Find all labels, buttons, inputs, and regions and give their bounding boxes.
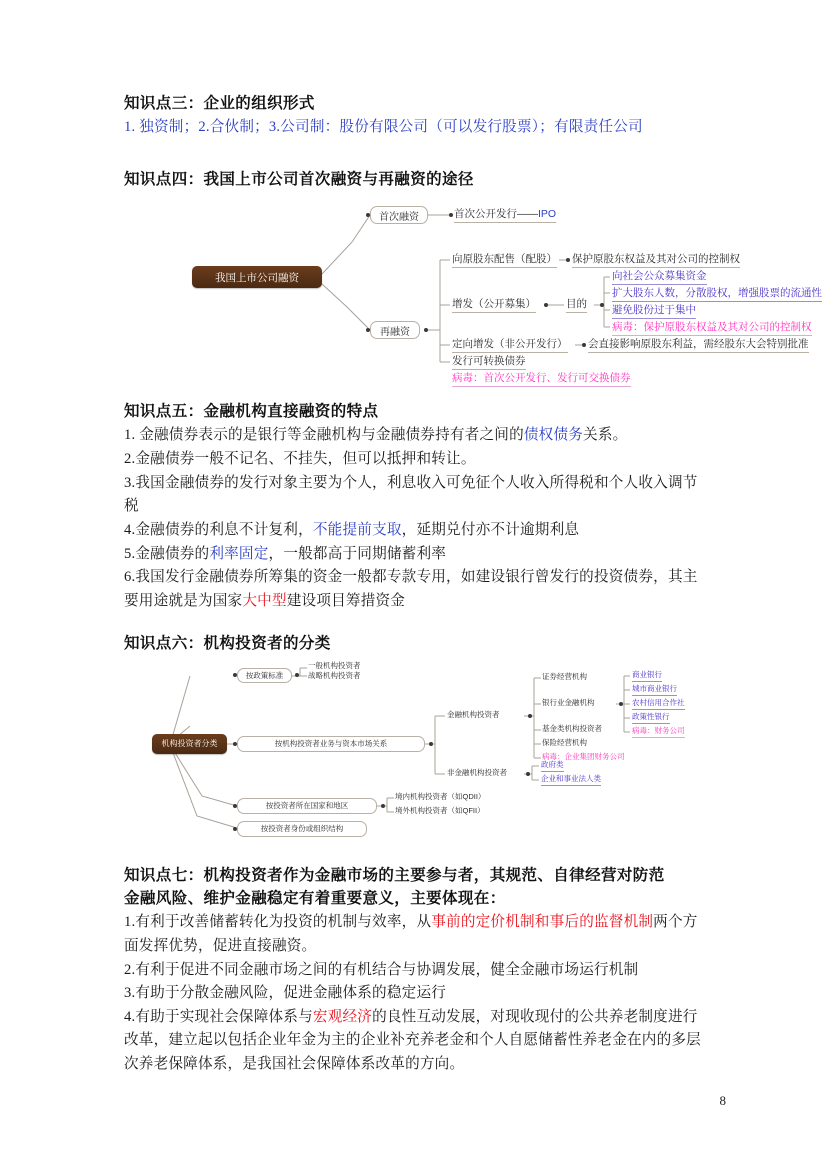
mindmap-node-domestic-investor: 境内机构投资者（如QDII）: [395, 791, 486, 801]
mindmap-node-virus-note-finance-company: 病毒：财务公司: [632, 725, 685, 738]
spacer: [124, 656, 709, 666]
heading-section-6: 知识点六：机构投资者的分类: [124, 634, 331, 652]
list-item-number: 6.: [124, 569, 136, 586]
mindmap-financing: [132, 202, 822, 385]
mindmap-node-commercial-bank: 商业银行: [632, 669, 662, 682]
list-item-number: 1.: [124, 914, 136, 931]
heading-section-5: 知识点五：金融机构直接融资的特点: [124, 403, 379, 421]
mindmap-node-overseas-investor: 境外机构投资者（如QFII）: [395, 805, 485, 815]
mindmap-node-government-type: 政府类: [541, 759, 564, 772]
heading-section-7-line-1: 知识点七：机构投资者作为金融市场的主要参与者，其规范、自律经营对防范: [124, 866, 665, 884]
connector-dot: [526, 772, 530, 776]
list-item-highlight: 债权债务: [523, 427, 584, 444]
spacer: [124, 192, 709, 202]
mindmap-node-region: 按投资者所在国家和地区: [237, 798, 377, 814]
list-item-text-tail: 关系。: [583, 427, 628, 444]
list-item: [124, 566, 709, 613]
list-item: [124, 472, 709, 519]
list-item-text: 金融债券的: [135, 545, 210, 562]
mindmap-node-ipo: [454, 206, 556, 223]
mindmap-node-purpose-virus: 病毒：保护原股东权益及其对公司的控制权: [612, 319, 812, 336]
section-3-line-1: [124, 116, 709, 140]
list-item: [124, 1006, 709, 1077]
mindmap-node-private-placement: 定向增发（非公开发行）: [452, 336, 568, 353]
list-item: [124, 424, 709, 448]
list-item-highlight: 不能提前支取: [312, 521, 402, 538]
list-item-number: 4.: [124, 1008, 136, 1025]
list-item-text: 我国发行金融债券所筹集的资金一般都专款专用，如建设银行曾发行的投资债券，其主要用途就是为国家: [124, 569, 698, 609]
mindmap-node-rural-credit-coop: 农村信用合作社: [632, 697, 685, 710]
mindmap-financing-root: 我国上市公司融资: [192, 266, 322, 288]
connector-dot: [295, 673, 299, 677]
mindmap-node-virus-note-1: 病毒：首次公开发行、发行可交换债券: [452, 370, 631, 387]
connector-dot: [429, 742, 433, 746]
heading-section-3: 知识点三：企业的组织形式: [124, 95, 315, 112]
mindmap-node-purpose-label: 目的: [566, 296, 587, 313]
mindmap-node-market-relation: 按机构投资者业务与资本市场关系: [237, 736, 425, 752]
connector-dot: [528, 714, 532, 718]
mindmap-node-nonfinancial-investor: 非金融机构投资者: [447, 767, 507, 777]
list-item: [124, 448, 709, 472]
list-item-highlight: 利率固定: [209, 545, 269, 562]
connector-dot: [381, 804, 385, 808]
list-item-text-tail: ，延期兑付亦不计逾期利息: [401, 521, 580, 538]
list-item-number: 1.: [124, 427, 136, 444]
mindmap-node-purpose-2: 扩大股东人数，分散股权，增强股票的流通性: [612, 285, 822, 302]
page-number: 8: [719, 1093, 726, 1108]
spacer: [124, 614, 709, 632]
mindmap-node-city-commercial-bank: 城市商业银行: [632, 683, 677, 696]
mindmap-node-insurance-institution: 保险经营机构: [542, 737, 587, 747]
mindmap-node-banking-institution: 银行业金融机构: [542, 697, 595, 707]
mindmap-node-enterprise-legal-person: 企业和事业法人类: [541, 773, 601, 786]
heading-section-4: 知识点四：我国上市公司首次融资与再融资的途径: [124, 170, 474, 188]
mindmap-node-private-placement-detail: 会直接影响原股东利益，需经股东大会特别批准: [588, 336, 809, 353]
mindmap-node-first-financing: 首次融资: [370, 206, 428, 224]
mindmap-node-policy-standard: 按政策标准: [237, 668, 292, 683]
list-item-text: 金融债券表示的是银行等金融机构与金融债券持有者之间的: [139, 427, 524, 444]
list-item-text: 金融债券一般不记名、不挂失，但可以抵押和转让。: [135, 451, 476, 468]
list-item-text-tail: 建设项目筹措资金: [286, 592, 406, 609]
section-3-line-1-number: 1.: [124, 119, 136, 136]
mindmap-node-refinancing: 再融资: [370, 321, 420, 339]
list-item: [124, 519, 709, 543]
mindmap-investors-connectors: [132, 666, 717, 846]
mindmap-node-policy-bank: 政策性银行: [632, 711, 670, 724]
mindmap-node-ipo-prefix: 首次公开发行——: [454, 208, 538, 221]
heading-section-7-line-2: 金融风险、维护金融稳定有着重要意义，主要体现在：: [124, 890, 506, 908]
section-3-line-1-text: 独资制；2.合伙制；3.公司制：股份有限公司（可以发行股票）；有限责任公司: [139, 119, 643, 136]
list-item-number: 3.: [124, 474, 136, 491]
list-item-text: 我国金融债券的发行对象主要为个人，利息收入可免征个人收入所得税和个人收入调节税: [124, 474, 698, 515]
list-item: [124, 911, 709, 958]
connector-dot: [233, 827, 237, 831]
mindmap-node-purpose-3: 避免股份过于集中: [612, 302, 696, 319]
list-item-number: 2.: [124, 961, 136, 978]
connector-dot: [233, 804, 237, 808]
connector-dot: [233, 673, 237, 677]
page-content: [124, 92, 822, 1077]
list-item-number: 3.: [124, 985, 136, 1002]
list-item-number: 5.: [124, 545, 136, 562]
list-item-highlight: 宏观经济: [312, 1008, 373, 1025]
list-item-text-tail: 两个方面发挥优势，促进直接融资。: [124, 914, 698, 954]
section-5-list: [124, 424, 709, 613]
connector-dot: [233, 742, 237, 746]
section-7-list: [124, 911, 709, 1076]
mindmap-investors-root: 机构投资者分类: [152, 734, 227, 754]
list-item-text-tail: 的良性互动发展，对现收现付的公共养老制度进行改革，建立起以包括企业年金为主的企业补充养老金和个人自愿储蓄性养老金在内的多层次养老保障体系，是我国社会保障体系改革的方向。: [124, 1008, 701, 1073]
mindmap-node-securities-firm: 证券经营机构: [542, 671, 587, 681]
list-item-number: 2.: [124, 451, 136, 468]
mindmap-node-identity-structure: 按投资者身份或组织结构: [237, 821, 367, 837]
mindmap-node-fund-investor: 基金类机构投资者: [542, 723, 602, 733]
spacer: [124, 846, 709, 864]
mindmap-node-ipo-label: IPO: [538, 208, 557, 221]
mindmap-node-rights-issue: 向原股东配售（配股）: [452, 251, 557, 268]
mindmap-node-rights-issue-detail: 保护原股东权益及其对公司的控制权: [572, 251, 740, 268]
list-item: [124, 959, 709, 983]
mindmap-node-convertible-bond: 发行可转换债券: [452, 353, 526, 370]
list-item-text-tail: ，一般都高于同期储蓄利率: [268, 545, 447, 562]
list-item-number: 4.: [124, 521, 136, 538]
mindmap-node-financial-investor: 金融机构投资者: [447, 709, 500, 719]
list-item-highlight: 大中型: [242, 592, 287, 609]
list-item-text: 有助于分散金融风险，促进金融体系的稳定运行: [135, 985, 447, 1002]
list-item-text: 有利于改善储蓄转化为投资的机制与效率，从: [135, 914, 432, 931]
mindmap-node-purpose-1: 向社会公众募集资金: [612, 268, 707, 285]
mindmap-node-strategic-investor: 战略机构投资者: [308, 670, 361, 680]
list-item-text: 有助于实现社会保障体系与: [135, 1008, 313, 1025]
mindmap-investors: [132, 660, 717, 846]
list-item: [124, 543, 709, 567]
mindmap-node-virus-note-enterprise-finance: 病毒：企业集团财务公司: [542, 751, 625, 761]
list-item-text: 金融债券的利息不计复利，: [135, 521, 313, 538]
spacer: [124, 140, 709, 168]
connector-dot: [619, 702, 623, 706]
list-item: [124, 982, 709, 1006]
mindmap-node-general-investor: 一般机构投资者: [308, 660, 361, 670]
list-item-text: 有利于促进不同金融市场之间的有机结合与协调发展，健全金融市场运行机制: [135, 961, 639, 978]
mindmap-node-public-offering: 增发（公开募集）: [452, 296, 536, 313]
list-item-highlight: 事前的定价机制和事后的监督机制: [431, 914, 654, 931]
